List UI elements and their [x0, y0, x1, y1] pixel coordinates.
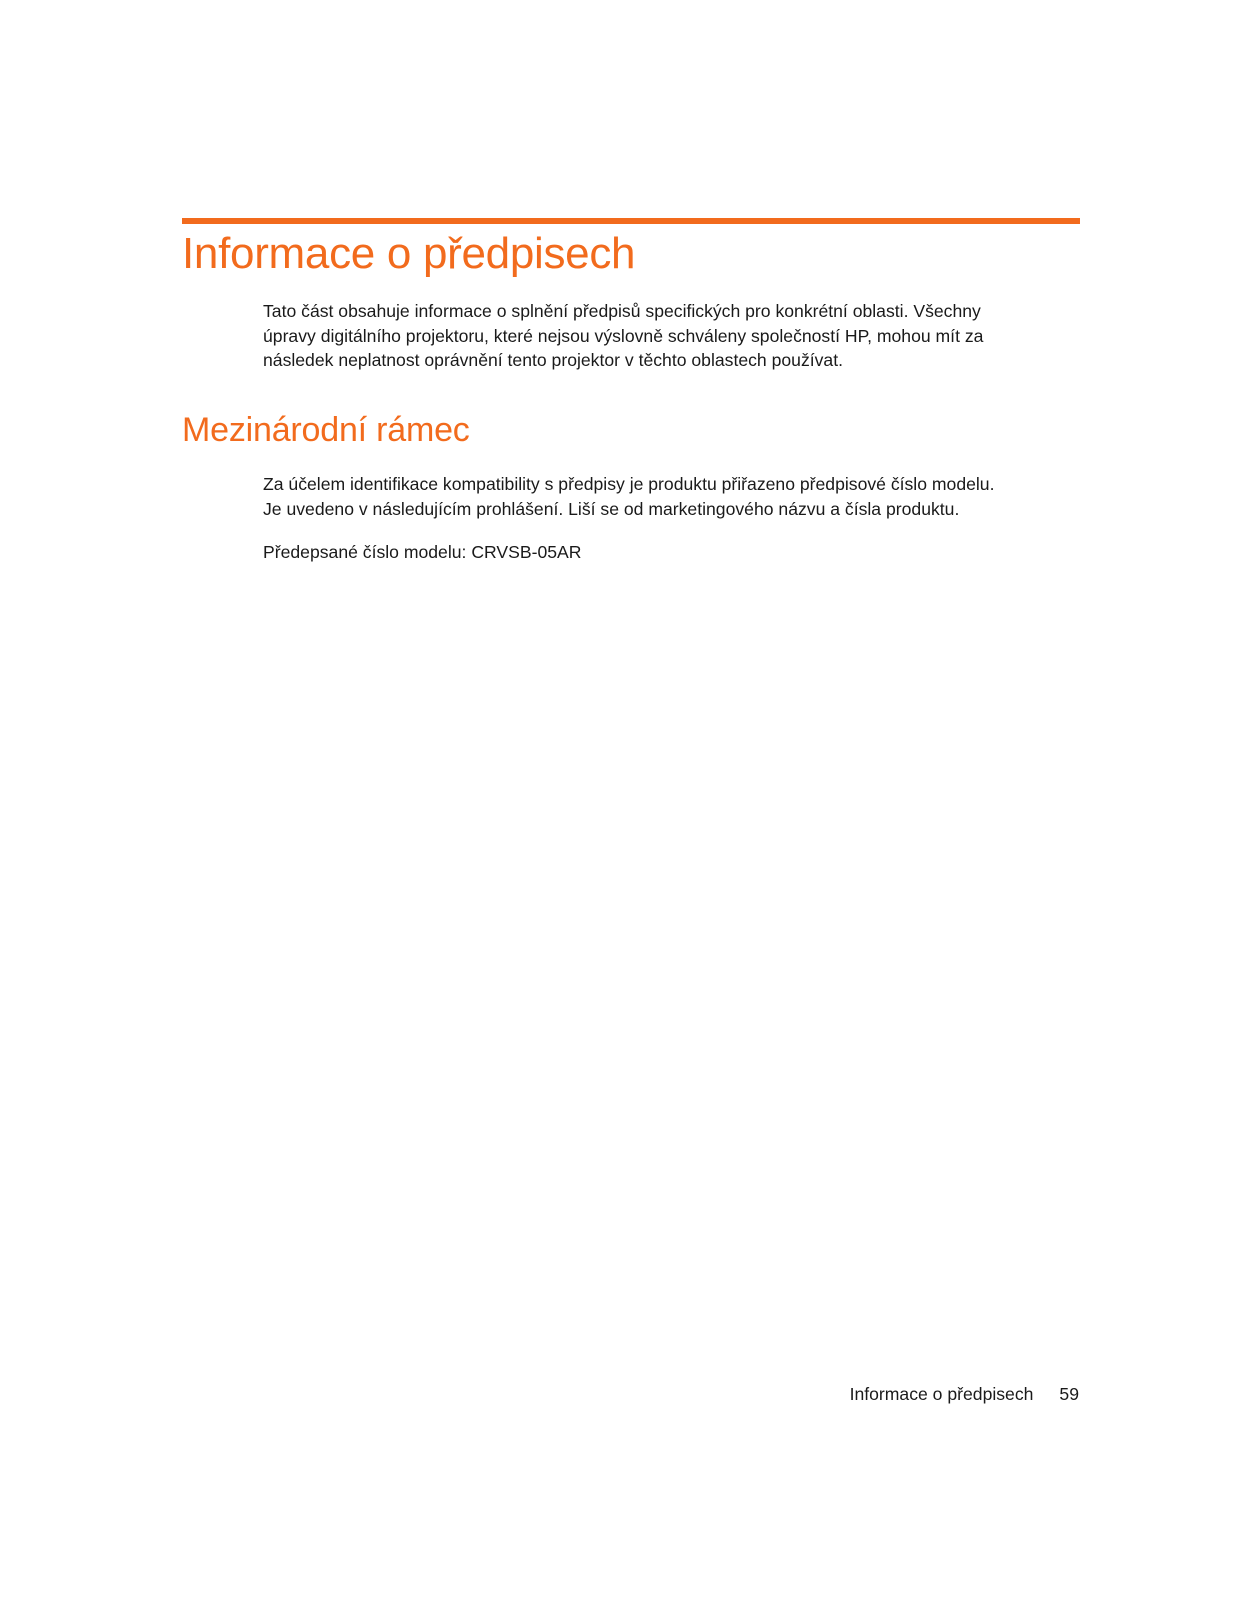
- intro-line: Tato část obsahuje informace o splnění předpisů specifických pro konkrétní oblasti. Všechny: [263, 301, 981, 321]
- model-number-line: Předepsané číslo modelu: CRVSB-05AR: [263, 542, 582, 562]
- page-title: Informace o předpisech: [182, 229, 636, 278]
- page-footer: [850, 1382, 1079, 1406]
- subsection-title: Mezinárodní rámec: [182, 411, 470, 449]
- heading-rule: [182, 218, 1080, 224]
- subsection-line: Za účelem identifikace kompatibility s předpisy je produktu přiřazeno předpisové číslo modelu.: [263, 474, 995, 494]
- subsection-paragraph: [263, 472, 994, 521]
- intro-paragraph: [263, 299, 983, 373]
- footer-running-title: Informace o předpisech: [849, 1384, 1034, 1404]
- intro-line: úpravy digitálního projektoru, které nejsou výslovně schváleny společností HP, mohou mít za: [263, 325, 984, 346]
- page-number: 59: [1059, 1384, 1079, 1404]
- subsection-line: Je uvedeno v následujícím prohlášení. Liší se od marketingového názvu a čísla produktu.: [263, 498, 960, 519]
- intro-line: následek neplatnost oprávnění tento projektor v těchto oblastech používat.: [263, 350, 843, 370]
- model-number-paragraph: [263, 540, 581, 565]
